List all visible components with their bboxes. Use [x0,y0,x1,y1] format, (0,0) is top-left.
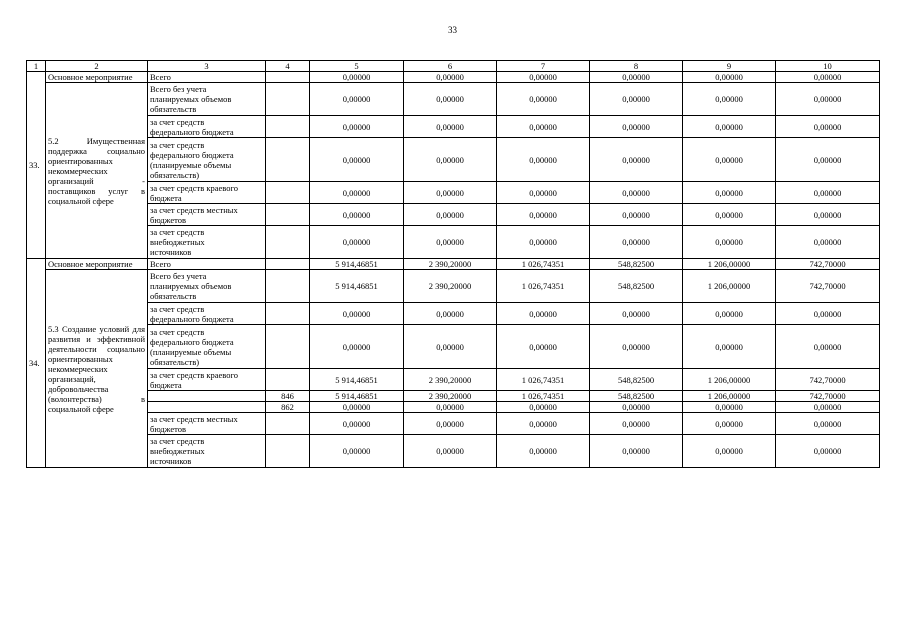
activity-description: 5.2 Имущественная поддержка социально ориентированных некоммерческих организаций - поставщиков услуг в социальной сфере [46,83,148,259]
amount-cell: 0,00000 [404,116,497,138]
amount-cell: 742,70000 [776,270,880,303]
amount-cell: 0,00000 [776,83,880,116]
amount-cell: 0,00000 [590,226,683,259]
table-body [27,72,880,468]
funding-source-line: обязательств [150,104,197,114]
funding-source [148,182,266,204]
amount-cell: 0,00000 [776,413,880,435]
amount-cell: 0,00000 [310,435,404,468]
funding-source-line: за счет средств [150,139,205,150]
funding-source-line: бюджетов [150,423,186,434]
budget-code [266,116,310,138]
amount-cell: 0,00000 [590,325,683,369]
budget-code [266,226,310,259]
amount-cell: 0,00000 [683,303,776,325]
amount-cell: 0,00000 [683,204,776,226]
amount-cell: 0,00000 [497,413,590,435]
funding-source-line: за счет средств [150,116,205,127]
table-row [27,369,880,391]
amount-cell: 548,82500 [590,270,683,303]
table-row [27,116,880,138]
funding-source-line: за счет средств краевого [150,182,239,193]
amount-cell: 2 390,20000 [404,391,497,402]
funding-source-line: источников [150,456,192,466]
col-header: 1 [27,61,46,72]
amount-cell: 0,00000 [776,303,880,325]
row-index: 34. [27,259,46,468]
amount-cell: 0,00000 [776,435,880,468]
funding-source [148,402,266,413]
budget-code [266,413,310,435]
funding-source-line: за счет средств местных [150,204,238,215]
col-header: 7 [497,61,590,72]
funding-source-line: обязательств) [150,356,200,367]
amount-cell: 0,00000 [497,182,590,204]
budget-code [266,72,310,83]
amount-cell: 0,00000 [590,402,683,413]
funding-source-line: бюджета [150,192,182,203]
col-header: 6 [404,61,497,72]
amount-cell: 5 914,46851 [310,369,404,391]
table-row [27,226,880,259]
funding-source-line: за счет средств местных [150,413,238,424]
table-row [27,259,880,270]
table-row [27,270,880,303]
budget-code [266,325,310,369]
amount-cell: 548,82500 [590,391,683,402]
amount-cell: 0,00000 [590,138,683,182]
funding-source [148,226,266,259]
amount-cell: 1 026,74351 [497,391,590,402]
amount-cell: 0,00000 [683,402,776,413]
funding-source [148,413,266,435]
funding-source [148,138,266,182]
amount-cell: 0,00000 [404,72,497,83]
amount-cell: 742,70000 [776,391,880,402]
header-row [27,61,880,72]
funding-source-line: (планируемые объемы [150,346,232,357]
amount-cell: 548,82500 [590,259,683,270]
amount-cell: 1 026,74351 [497,270,590,303]
activity-category: Основное мероприятие [46,72,148,83]
amount-cell: 0,00000 [683,116,776,138]
funding-source [148,303,266,325]
amount-cell: 0,00000 [404,435,497,468]
amount-cell: 0,00000 [310,325,404,369]
funding-source-line: федерального бюджета [150,149,234,160]
funding-source [148,435,266,468]
amount-cell: 0,00000 [404,204,497,226]
funding-source [148,259,266,270]
amount-cell: 0,00000 [683,83,776,116]
amount-cell: 5 914,46851 [310,270,404,303]
amount-cell: 0,00000 [404,325,497,369]
amount-cell: 1 026,74351 [497,369,590,391]
amount-cell: 1 206,00000 [683,369,776,391]
amount-cell: 0,00000 [776,204,880,226]
budget-table [26,60,880,468]
amount-cell: 0,00000 [497,303,590,325]
amount-cell: 0,00000 [683,138,776,182]
amount-cell: 0,00000 [310,303,404,325]
amount-cell: 1 026,74351 [497,259,590,270]
amount-cell: 0,00000 [590,182,683,204]
col-header: 4 [266,61,310,72]
funding-source-line: планируемых объемов [150,94,232,104]
amount-cell: 0,00000 [776,182,880,204]
activity-description: 5.3 Создание условий для развития и эффективной деятельности социально ориентированных некоммерческих организаций, добровольчества (волонтерства) в социальной сфере [46,270,148,468]
amount-cell: 0,00000 [590,435,683,468]
funding-source-line: обязательств [150,291,197,301]
budget-code [266,138,310,182]
amount-cell: 0,00000 [683,182,776,204]
amount-cell: 0,00000 [590,116,683,138]
table-row [27,303,880,325]
budget-code [266,182,310,204]
table-row [27,325,880,369]
funding-source-line: бюджета [150,379,182,390]
funding-source-line: федерального бюджета [150,336,234,347]
amount-cell: 548,82500 [590,369,683,391]
col-header: 2 [46,61,148,72]
amount-cell: 1 206,00000 [683,270,776,303]
amount-cell: 0,00000 [776,72,880,83]
amount-cell: 0,00000 [590,204,683,226]
funding-source-line: федерального бюджета [150,126,234,137]
budget-code [266,204,310,226]
amount-cell: 0,00000 [590,83,683,116]
amount-cell: 2 390,20000 [404,270,497,303]
amount-cell: 0,00000 [776,226,880,259]
amount-cell: 0,00000 [590,72,683,83]
amount-cell: 0,00000 [310,402,404,413]
amount-cell: 0,00000 [497,226,590,259]
amount-cell: 0,00000 [497,402,590,413]
table-row [27,138,880,182]
funding-source [148,72,266,83]
amount-cell: 0,00000 [683,435,776,468]
funding-source [148,116,266,138]
table-row [27,402,880,413]
col-header: 3 [148,61,266,72]
amount-cell: 0,00000 [497,435,590,468]
funding-source-line: за счет средств [150,436,205,446]
table-row [27,182,880,204]
amount-cell: 0,00000 [497,83,590,116]
amount-cell: 0,00000 [310,138,404,182]
table-row [27,435,880,468]
amount-cell: 0,00000 [310,204,404,226]
funding-source-line: планируемых объемов [150,281,232,291]
funding-source-line: за счет средств [150,326,205,337]
amount-cell: 742,70000 [776,369,880,391]
table-row [27,204,880,226]
amount-cell: 1 206,00000 [683,391,776,402]
amount-cell: 0,00000 [404,138,497,182]
amount-cell: 0,00000 [776,138,880,182]
amount-cell: 0,00000 [497,325,590,369]
funding-source-line: бюджетов [150,214,186,225]
col-header: 5 [310,61,404,72]
amount-cell: 0,00000 [590,303,683,325]
funding-source-line: Всего без учета [150,271,207,281]
amount-cell: 0,00000 [497,116,590,138]
table-row [27,391,880,402]
budget-code [266,369,310,391]
funding-source-line: за счет средств [150,227,205,237]
funding-source-line: Всего [150,259,171,269]
amount-cell: 0,00000 [310,72,404,83]
amount-cell: 0,00000 [776,116,880,138]
amount-cell: 0,00000 [683,72,776,83]
funding-source [148,83,266,116]
budget-code [266,259,310,270]
funding-source-line: федерального бюджета [150,313,234,324]
budget-code [266,83,310,116]
amount-cell: 0,00000 [310,413,404,435]
funding-source-line: внебюджетных [150,446,205,456]
col-header: 9 [683,61,776,72]
table-row [27,72,880,83]
budget-code [266,435,310,468]
funding-source [148,325,266,369]
amount-cell: 0,00000 [404,83,497,116]
amount-cell: 0,00000 [497,204,590,226]
budget-code: 862 [266,402,310,413]
table-row [27,413,880,435]
amount-cell: 0,00000 [310,182,404,204]
table-row [27,83,880,116]
amount-cell: 0,00000 [404,182,497,204]
funding-source-line: источников [150,247,192,257]
funding-source-line: внебюджетных [150,237,205,247]
funding-source-line: за счет средств краевого [150,369,239,380]
amount-cell: 2 390,20000 [404,259,497,270]
amount-cell: 0,00000 [404,402,497,413]
amount-cell: 0,00000 [497,72,590,83]
funding-source [148,369,266,391]
budget-code: 846 [266,391,310,402]
col-header: 10 [776,61,880,72]
funding-source [148,204,266,226]
amount-cell: 0,00000 [683,413,776,435]
funding-source-line: обязательств) [150,169,200,180]
amount-cell: 0,00000 [404,413,497,435]
amount-cell: 742,70000 [776,259,880,270]
amount-cell: 0,00000 [497,138,590,182]
funding-source [148,270,266,303]
budget-code [266,303,310,325]
page-number: 33 [448,25,457,35]
amount-cell: 5 914,46851 [310,391,404,402]
amount-cell: 1 206,00000 [683,259,776,270]
amount-cell: 5 914,46851 [310,259,404,270]
amount-cell: 0,00000 [310,83,404,116]
amount-cell: 0,00000 [776,402,880,413]
amount-cell: 0,00000 [776,325,880,369]
funding-source-line: Всего [150,72,171,82]
row-index: 33. [27,72,46,259]
activity-category: Основное мероприятие [46,259,148,270]
funding-source-line: Всего без учета [150,84,207,94]
amount-cell: 0,00000 [404,226,497,259]
budget-code [266,270,310,303]
amount-cell: 0,00000 [590,413,683,435]
amount-cell: 0,00000 [683,325,776,369]
funding-source-line: (планируемые объемы [150,159,232,170]
amount-cell: 0,00000 [310,116,404,138]
amount-cell: 0,00000 [683,226,776,259]
funding-source-line: за счет средств [150,303,205,314]
funding-source [148,391,266,402]
amount-cell: 0,00000 [310,226,404,259]
col-header: 8 [590,61,683,72]
amount-cell: 2 390,20000 [404,369,497,391]
amount-cell: 0,00000 [404,303,497,325]
